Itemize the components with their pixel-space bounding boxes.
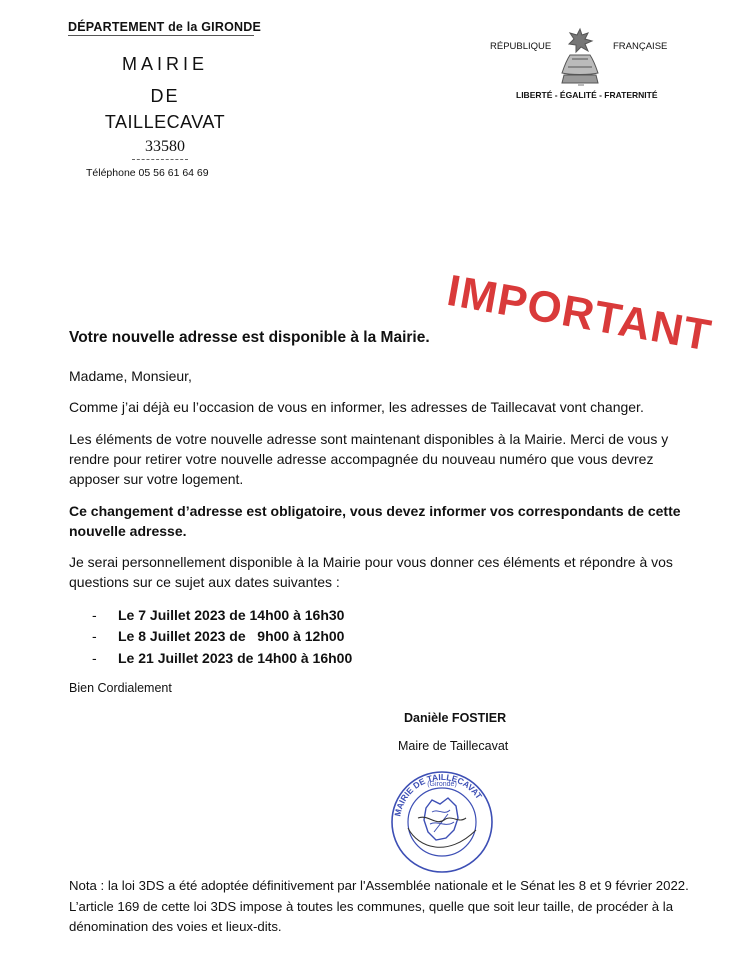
important-stamp: IMPORTANT bbox=[443, 266, 716, 361]
bullet-dash-icon: - bbox=[92, 650, 97, 666]
paragraph-available-at-mairie: Les éléments de votre nouvelle adresse sont maintenant disponibles à la Mairie. Merci de vous y rendre pour retirer votre nouvelle adresse accompagnée du nouveau numéro que vous devrez apposer sur votre logement. bbox=[69, 431, 669, 487]
list-item bbox=[92, 650, 352, 666]
list-item bbox=[92, 628, 344, 644]
legal-note: Nota : la loi 3DS a été adoptée définitivement par l'Assemblée nationale et le Sénat les 8 et 9 février 2022. L’article 169 de cette loi 3DS impose à toutes les communes, quelle que soit leur taille, de procéder à la dénomination des voies et lieux-dits. bbox=[69, 878, 689, 934]
date-text: Le 8 Juillet 2023 de 9h00 à 12h00 bbox=[118, 628, 345, 644]
francaise-label: FRANÇAISE bbox=[613, 41, 668, 52]
letter-heading: Votre nouvelle adresse est disponible à la Mairie. bbox=[69, 329, 430, 346]
mairie-title-line1: MAIRIE bbox=[121, 54, 208, 74]
republique-motto: LIBERTÉ - ÉGALITÉ - FRATERNITÉ bbox=[516, 90, 658, 100]
date-text: Le 7 Juillet 2023 de 14h00 à 16h30 bbox=[118, 607, 345, 623]
department-title: DÉPARTEMENT de la GIRONDE bbox=[68, 20, 261, 34]
signatory-title: Maire de Taillecavat bbox=[398, 739, 509, 753]
paragraph-availability: Je serai personnellement disponible à la Mairie pour vous donner ces éléments et répondre à vos questions sur ce sujet aux dates suivantes : bbox=[69, 554, 673, 590]
date-text: Le 21 Juillet 2023 de 14h00 à 16h00 bbox=[118, 650, 353, 666]
postcode-underline bbox=[132, 159, 188, 160]
svg-text:(Gironde): (Gironde) bbox=[427, 781, 457, 788]
phone-number: Téléphone 05 56 61 64 69 bbox=[86, 167, 209, 179]
paragraph-mandatory-change: Ce changement d’adresse est obligatoire, vous devez informer vos correspondants de cette nouvelle adresse. bbox=[69, 503, 681, 539]
bullet-dash-icon: - bbox=[92, 607, 97, 623]
postcode: 33580 bbox=[145, 138, 185, 155]
republique-label: RÉPUBLIQUE bbox=[490, 41, 552, 52]
closing: Bien Cordialement bbox=[69, 681, 172, 695]
mairie-seal-icon bbox=[388, 768, 496, 876]
mairie-title-line3: TAILLECAVAT bbox=[104, 112, 226, 132]
paragraph-address-change: Comme j’ai déjà eu l’occasion de vous en informer, les adresses de Taillecavat vont changer. bbox=[69, 399, 644, 415]
bullet-dash-icon: - bbox=[92, 628, 97, 644]
marianne-logo-icon bbox=[552, 25, 608, 87]
signatory-name: Danièle FOSTIER bbox=[404, 711, 507, 725]
list-item bbox=[92, 607, 344, 623]
mairie-title-line2: DE bbox=[150, 86, 180, 106]
salutation: Madame, Monsieur, bbox=[69, 368, 192, 384]
department-underline bbox=[68, 35, 254, 36]
svg-text:MAIRIE DE TAILLECAVAT: MAIRIE DE TAILLECAVAT bbox=[392, 771, 485, 818]
